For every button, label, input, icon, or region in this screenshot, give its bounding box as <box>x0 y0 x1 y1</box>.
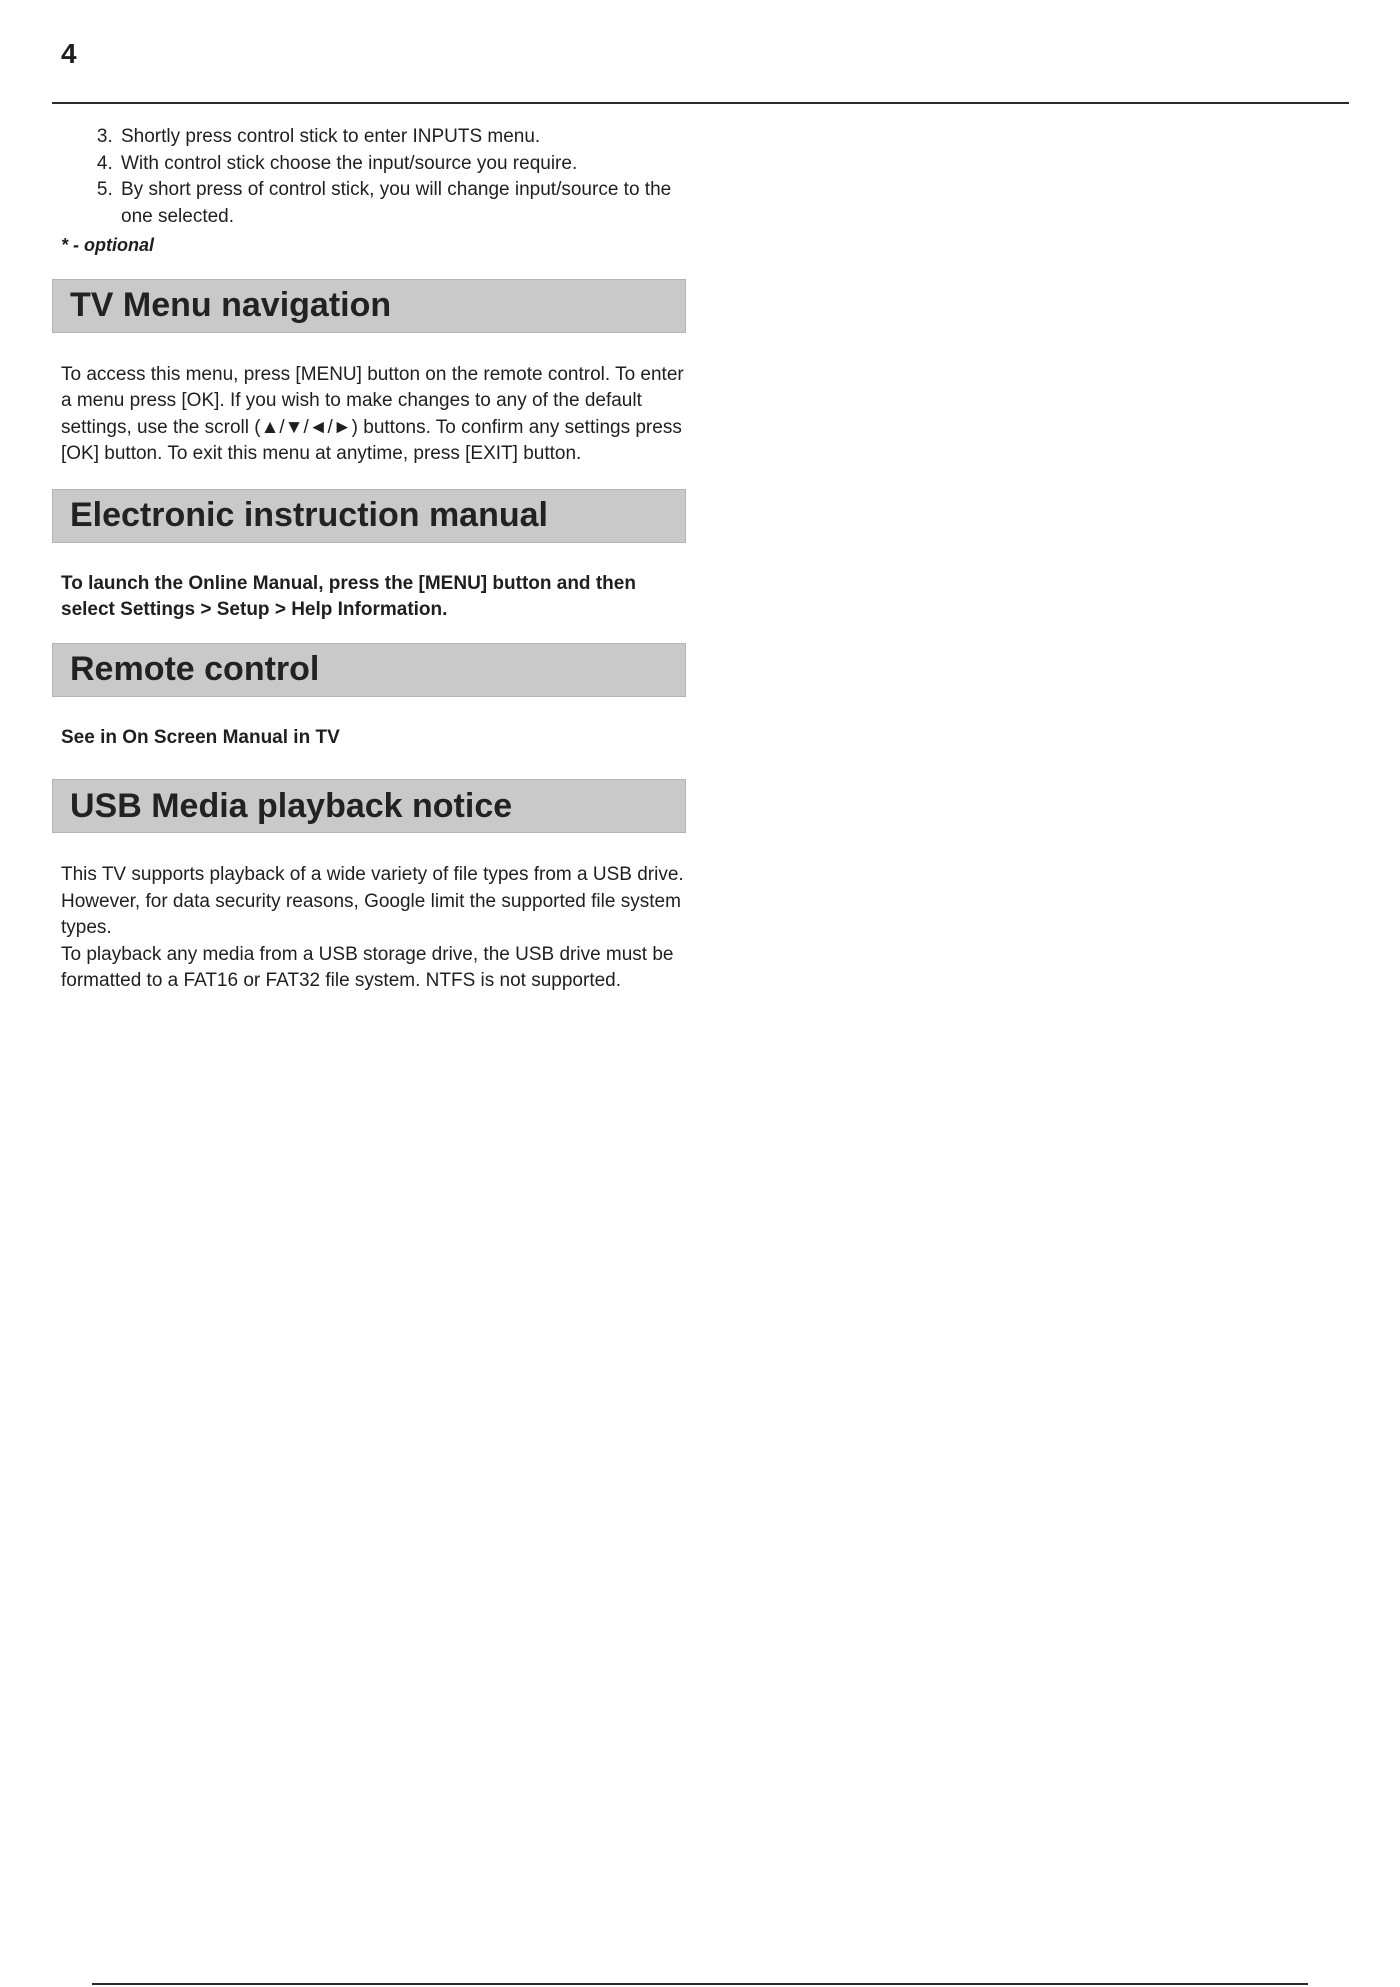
list-item: 5. By short press of control stick, you will change input/source to the one selected. <box>118 177 686 230</box>
steps-list <box>52 124 686 230</box>
tv-menu-paragraph: To access this menu, press [MENU] button on the remote control. To enter a menu press [OK]. If you wish to make changes to any of the default settings, use the scroll (▲/▼/◄/►) buttons. To confirm any settings press [OK] button. To exit this menu at anytime, press [EXIT] button. <box>61 363 684 464</box>
page-content <box>52 124 686 995</box>
section-heading-tv-menu-navigation: TV Menu navigation <box>52 279 686 333</box>
header-divider <box>52 102 1349 104</box>
footer-divider <box>92 1983 1308 1985</box>
section-heading-remote-control: Remote control <box>52 643 686 697</box>
section-heading-electronic-manual: Electronic instruction manual <box>52 489 686 543</box>
page-number: 4 <box>61 38 77 69</box>
electronic-manual-paragraph: To launch the Online Manual, press the [MENU] button and then select Settings > Setup > Help Information. <box>61 572 636 620</box>
optional-note: * - optional <box>61 235 154 255</box>
list-item: 4. With control stick choose the input/source you require. <box>118 151 686 178</box>
remote-control-paragraph: See in On Screen Manual in TV <box>61 726 340 748</box>
usb-media-paragraph <box>52 862 686 995</box>
usb-media-text-1: This TV supports playback of a wide variety of file types from a USB drive. However, for data security reasons, Google limit the supported file system types. <box>61 864 684 938</box>
list-item: 3. Shortly press control stick to enter INPUTS menu. <box>118 124 686 151</box>
usb-media-text-2: To playback any media from a USB storage drive, the USB drive must be formatted to a FAT16 or FAT32 file system. NTFS is not supported. <box>61 943 674 991</box>
section-heading-usb-media: USB Media playback notice <box>52 779 686 833</box>
